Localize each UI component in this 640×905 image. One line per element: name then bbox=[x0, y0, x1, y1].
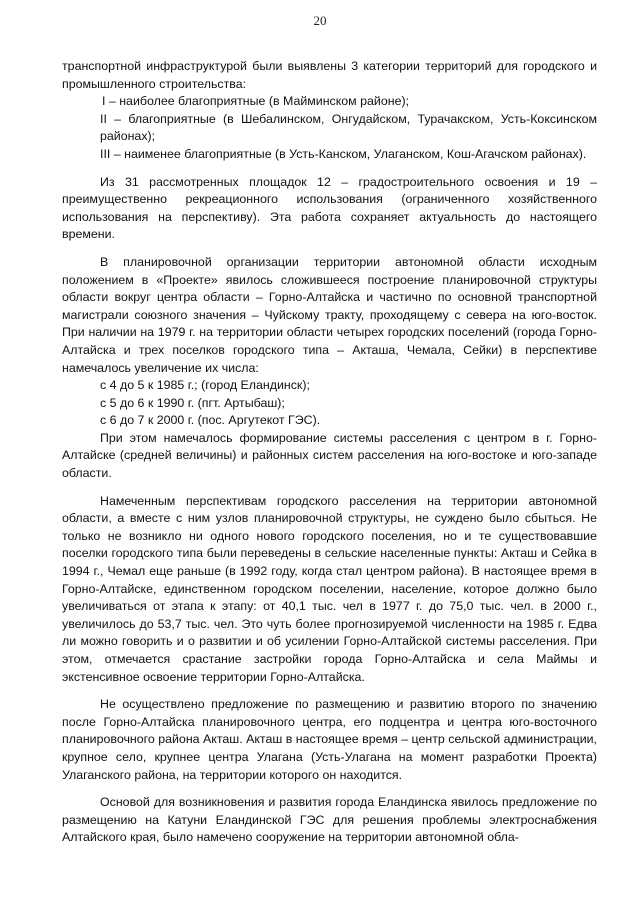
paragraph: транспортной инфраструктурой были выявлены 3 категории территорий для городского и промышленного строительства: bbox=[62, 59, 597, 91]
paragraph: Основой для возникновения и развития города Еландинска явилось предложение по размещению на Катуни Еландинской ГЭС для решения проблемы электроснабжения Алтайского края, было намечено сооружение на территории автономной обла- bbox=[62, 795, 597, 845]
list-item: с 4 до 5 к 1985 г.; (город Еландинск); bbox=[100, 378, 310, 393]
list-item: II – благоприятные (в Шебалинском, Онгудайском, Турачакском, Усть-Коксинском районах); bbox=[100, 111, 597, 144]
list-item: I – наиболее благоприятные (в Майминском районе); bbox=[102, 94, 410, 109]
body-text bbox=[62, 58, 597, 847]
paragraph: Не осуществлено предложение по размещению и развитию второго по значению после Горно-Алтайска планировочного центра, его подцентра и центра юго-восточного планировочного района Акташ. Акташ в настоящее время – центр сельской администрации, крупное село, крупнее центра Улагана (Усть-Улагана на момент разработки Проекта) Улаганского района, на территории которого он находится. bbox=[62, 697, 597, 782]
page-number: 20 bbox=[313, 13, 327, 28]
paragraph: В планировочной организации территории автономной области исходным положением в «Проекте» явилось сложившееся построение планировочной структуры области вокруг центра области – Горно-Алтайска и частично по основной транспортной магистрали союзного значения – Чуйскому тракту, проходящему с севера на юго-восток. При наличии на 1979 г. на территории области четырех городских поселений (города Горно-Алтайска и трех поселков городского типа – Акташа, Чемала, Сейки) в перспективе намечалось увеличение их числа: bbox=[62, 254, 597, 375]
list-item: III – наименее благоприятные (в Усть-Канском, Улаганском, Кош-Агачском районах). bbox=[100, 146, 587, 161]
paragraph: Намеченным перспективам городского расселения на территории автономной области, а вместе с ним узлов планировочной структуры, не суждено было сбыться. Не только не возникло ни одного нового городского поселения, но и те существовавшие поселки городского типа были переведены в сельские населенные пункты: Акташ и Сейка в 1994 г., Чемал еще раньше (в 1992 году, когда стал центром района). В настоящее время в Горно-Алтайске, единственном городском поселении, население, которое должно было увеличиваться от этапа к этапу: от 40,1 тыс. чел в 1977 г. до 75,0 тыс. чел. в 2000 г., увеличилось до 53,7 тыс. чел. Это чуть более прогнозируемой численности на 1985 г. Едва ли можно говорить и о развитии и об усилении Горно-Алтайской системы расселения. При этом, отмечается срастание застройки города Горно-Алтайска и села Маймы и экстенсивное освоение территории Горно-Алтайска. bbox=[62, 493, 597, 684]
list-item: с 5 до 6 к 1990 г. (пгт. Артыбаш); bbox=[100, 395, 285, 410]
paragraph: Из 31 рассмотренных площадок 12 – градостроительного освоения и 19 – преимущественно рекреационного использования (ограниченного хозяйственного использования на перспективу). Эта работа сохраняет актуальность до настоящего времени. bbox=[62, 174, 597, 242]
list-item: с 6 до 7 к 2000 г. (пос. Аргутекот ГЭС). bbox=[100, 413, 321, 428]
paragraph: При этом намечалось формирование системы расселения с центром в г. Горно-Алтайске (средней величины) и районных систем расселения на юго-востоке и юго-западе области. bbox=[62, 430, 597, 481]
